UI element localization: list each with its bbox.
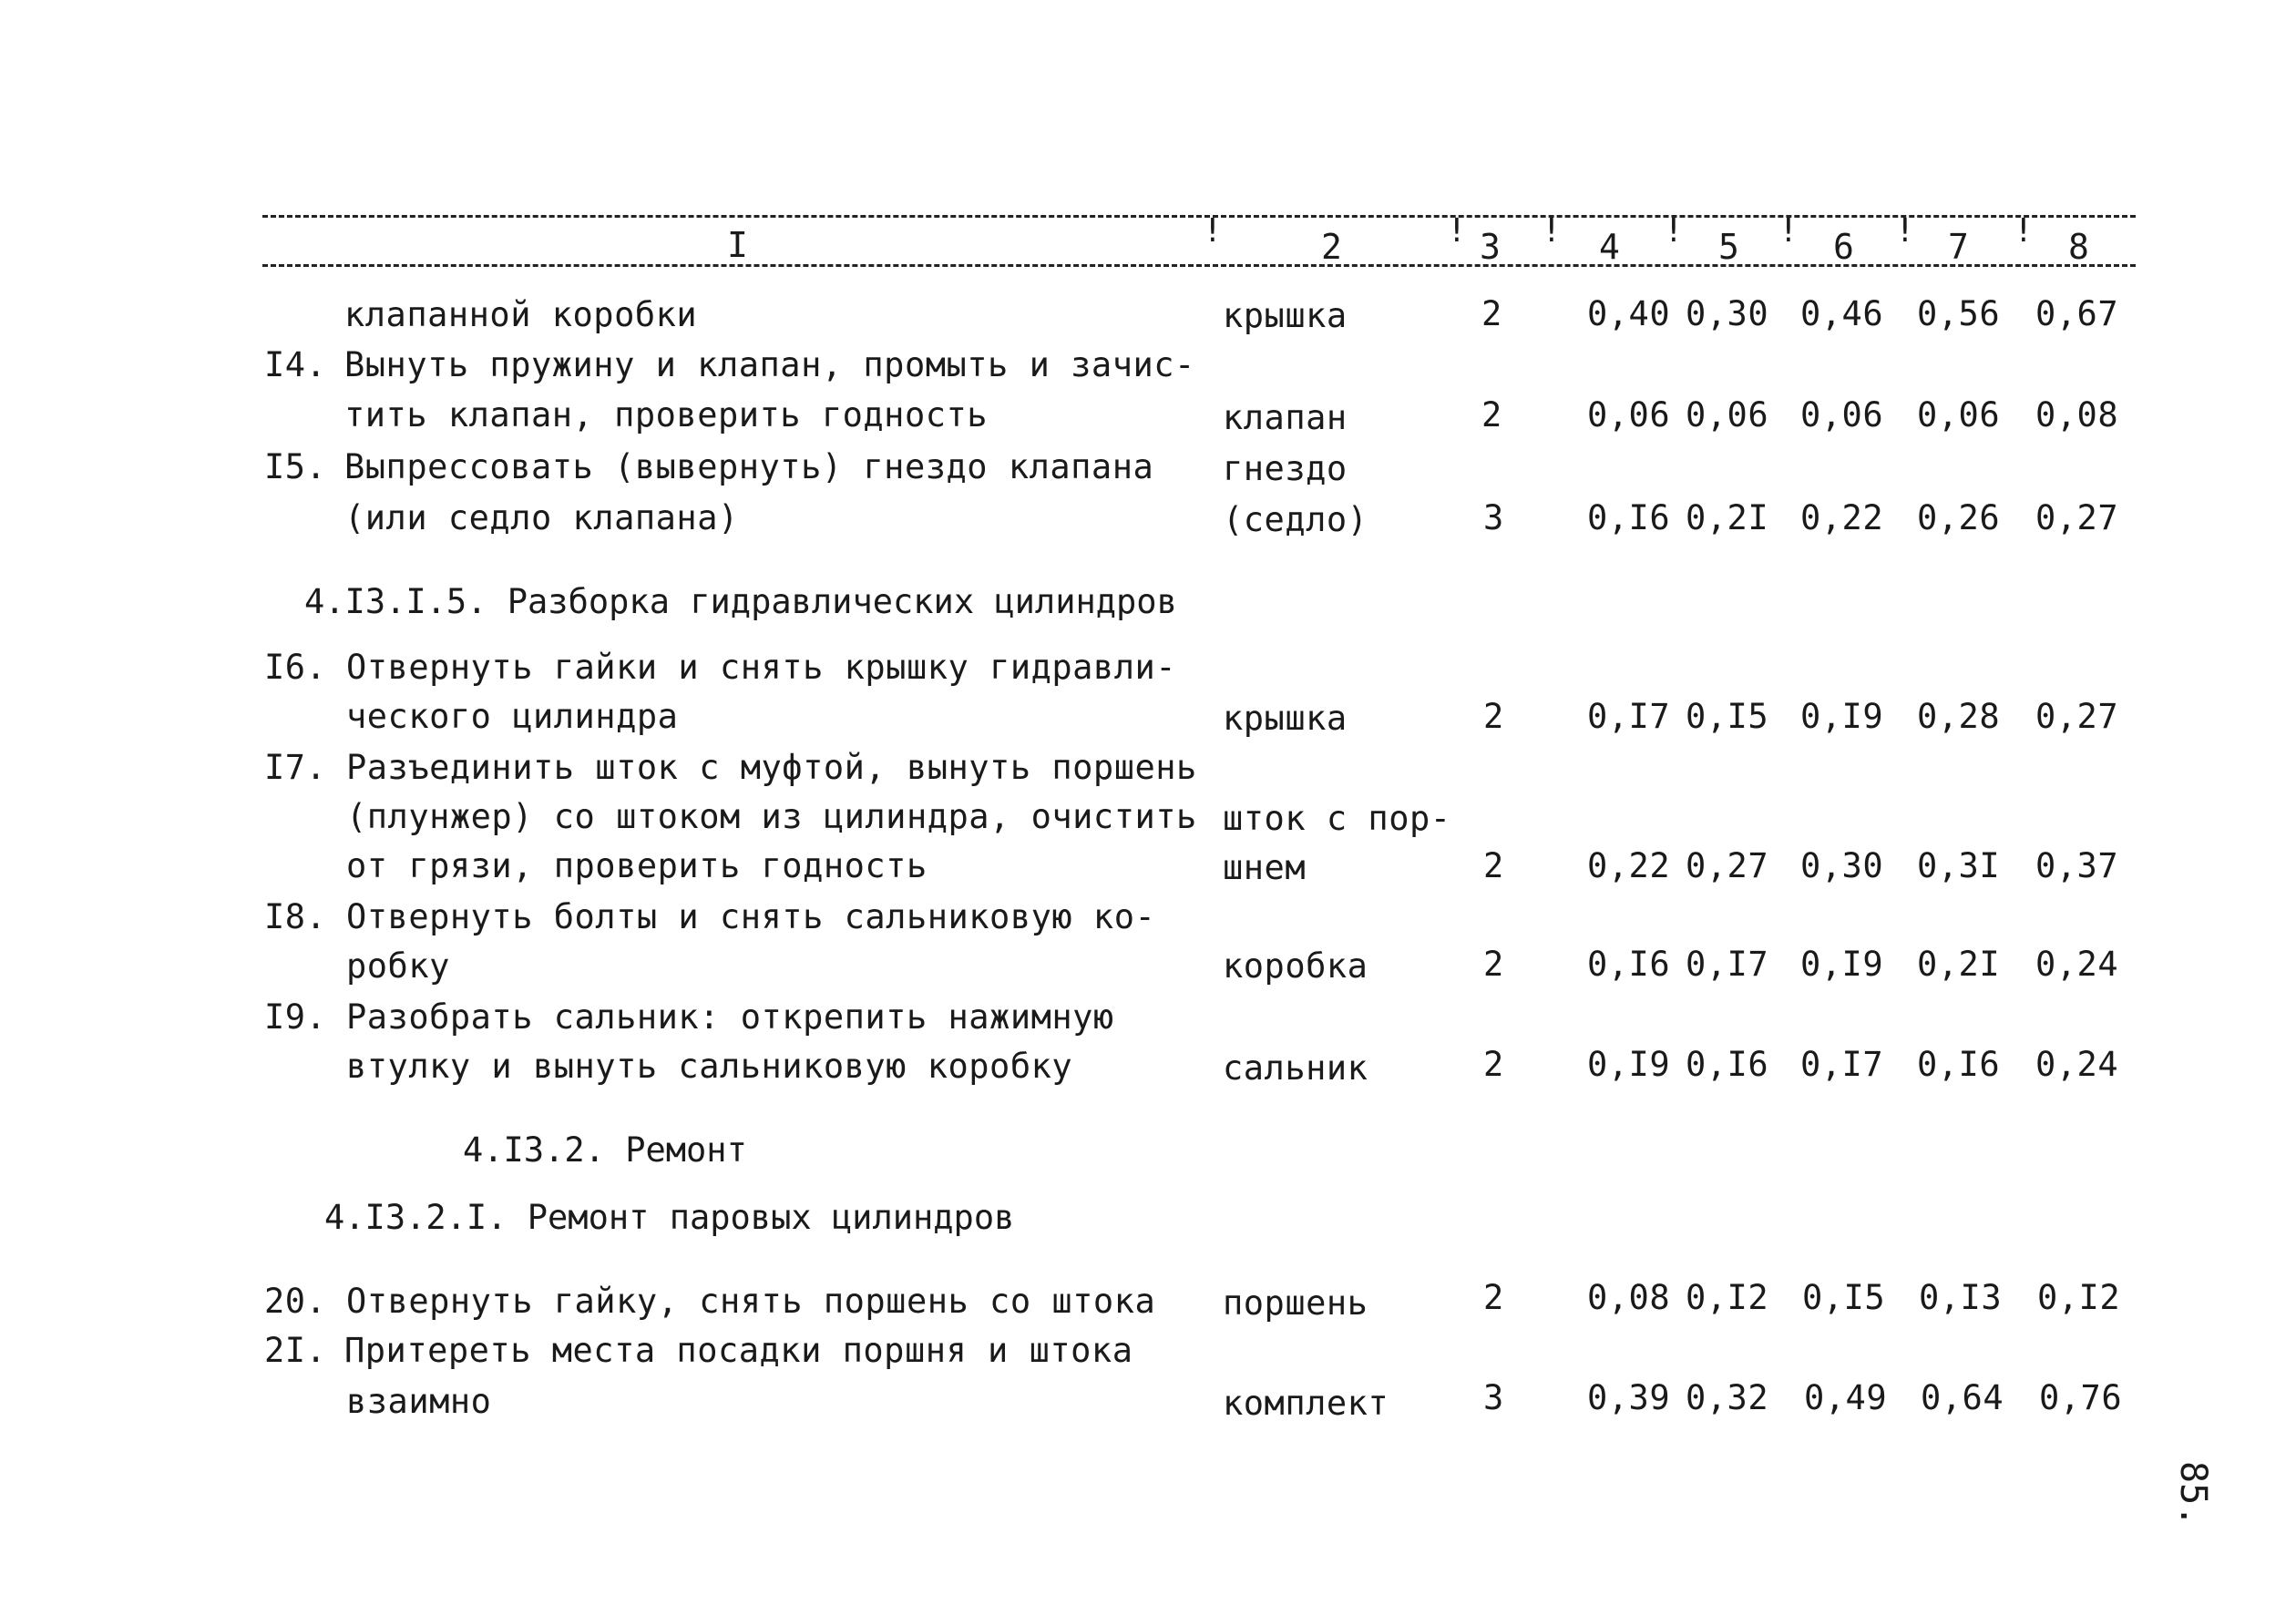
header-col-6: 6 (1833, 227, 1854, 267)
row-part: шнем (1223, 848, 1307, 887)
header-col-5: 5 (1718, 227, 1739, 267)
row-value-5: 0,I6 (1686, 1045, 1769, 1084)
row-category: 3 (1483, 498, 1504, 537)
row-value-7: 0,3I (1917, 846, 2001, 885)
row-text: Притереть места посадки поршня и штока (344, 1331, 1133, 1370)
row-part: (седло) (1223, 500, 1368, 539)
header-separator: ! (1895, 212, 1915, 250)
row-value-6: 0,I9 (1800, 697, 1884, 736)
section-heading: 4.I3.I.5. Разборка гидравлических цилиндров (304, 582, 1177, 621)
row-value-8: 0,37 (2035, 846, 2119, 885)
row-value-7: 0,64 (1921, 1378, 2004, 1417)
row-number: I8. (264, 897, 327, 936)
row-value-4: 0,I6 (1587, 498, 1671, 537)
row-number: 2I. (264, 1331, 327, 1370)
row-value-5: 0,I5 (1686, 697, 1769, 736)
row-part: сальник (1223, 1048, 1368, 1088)
row-value-6: 0,30 (1800, 846, 1884, 885)
row-value-8: 0,08 (2035, 395, 2119, 434)
row-value-6: 0,I5 (1802, 1278, 1886, 1317)
header-separator: ! (1542, 212, 1562, 250)
row-text: Разъединить шток с муфтой, вынуть поршень (346, 748, 1197, 787)
header-col-8: 8 (2068, 227, 2089, 267)
row-value-4: 0,39 (1587, 1378, 1671, 1417)
row-value-8: 0,24 (2035, 1045, 2119, 1084)
row-text: тить клапан, проверить годность (344, 395, 989, 434)
row-category: 3 (1483, 1378, 1504, 1417)
row-category: 2 (1483, 697, 1504, 736)
row-number: I4. (264, 345, 327, 384)
row-value-8: 0,76 (2039, 1378, 2123, 1417)
row-value-4: 0,I7 (1587, 697, 1671, 736)
row-value-5: 0,2I (1686, 498, 1769, 537)
row-text: втулку и вынуть сальниковую коробку (346, 1047, 1073, 1086)
row-text: (плунжер) со штоком из цилиндра, очистить (346, 797, 1197, 836)
header-col-2: 2 (1321, 227, 1342, 267)
header-col-1: I (727, 225, 748, 265)
row-part: поршень (1223, 1283, 1368, 1323)
row-number: I5. (264, 447, 327, 486)
row-value-4: 0,I6 (1587, 945, 1671, 984)
row-value-5: 0,06 (1686, 395, 1769, 434)
row-value-7: 0,26 (1917, 498, 2001, 537)
header-bottom-rule (262, 264, 2136, 267)
row-value-8: 0,I2 (2037, 1278, 2121, 1317)
row-value-8: 0,27 (2035, 498, 2119, 537)
row-text: Вынуть пружину и клапан, промыть и зачис- (344, 345, 1195, 384)
row-part: крышка (1223, 699, 1348, 738)
row-value-7: 0,I6 (1917, 1045, 2001, 1084)
row-value-5: 0,I7 (1686, 945, 1769, 984)
header-separator: ! (1778, 212, 1799, 250)
row-number: 20. (264, 1282, 327, 1321)
header-col-7: 7 (1948, 227, 1969, 267)
section-heading: 4.I3.2. Ремонт (463, 1130, 747, 1170)
header-separator: ! (1664, 212, 1684, 250)
row-value-6: 0,22 (1800, 498, 1884, 537)
header-separator: ! (1203, 212, 1223, 250)
header-separator: ! (1447, 212, 1467, 250)
row-category: 2 (1481, 294, 1502, 333)
row-value-8: 0,24 (2035, 945, 2119, 984)
row-text: Отвернуть болты и снять сальниковую ко- (346, 897, 1156, 936)
row-text: от грязи, проверить годность (346, 846, 928, 885)
header-col-4: 4 (1599, 227, 1620, 267)
row-category: 2 (1483, 1278, 1504, 1317)
row-text: Отвернуть гайку, снять поршень со штока (346, 1282, 1156, 1321)
row-category: 2 (1481, 395, 1502, 434)
row-value-8: 0,67 (2035, 294, 2119, 333)
row-value-6: 0,06 (1800, 395, 1884, 434)
header-top-rule (262, 215, 2136, 218)
row-category: 2 (1483, 846, 1504, 885)
row-value-4: 0,I9 (1587, 1045, 1671, 1084)
row-value-6: 0,I9 (1800, 945, 1884, 984)
row-value-7: 0,28 (1917, 697, 2001, 736)
row-text: Выпрессовать (вывернуть) гнездо клапана (344, 447, 1154, 486)
row-part: крышка (1223, 296, 1348, 335)
row-text: робку (346, 946, 450, 986)
row-part: шток с пор- (1223, 799, 1451, 838)
row-text: Разобрать сальник: открепить нажимную (346, 997, 1114, 1037)
row-value-7: 0,I3 (1919, 1278, 2003, 1317)
header-separator: ! (2014, 212, 2034, 250)
row-text: Отвернуть гайки и снять крышку гидравли- (346, 648, 1177, 687)
row-value-7: 0,06 (1917, 395, 2001, 434)
row-value-6: 0,49 (1804, 1378, 1888, 1417)
row-text: ческого цилиндра (346, 697, 679, 736)
row-text: взаимно (346, 1382, 492, 1421)
row-value-5: 0,27 (1686, 846, 1769, 885)
row-value-7: 0,2I (1917, 945, 2001, 984)
row-part: клапан (1223, 398, 1348, 437)
row-number: I6. (264, 648, 327, 687)
row-text: клапанной коробки (344, 295, 698, 334)
row-value-7: 0,56 (1917, 294, 2001, 333)
row-number: I9. (264, 997, 327, 1037)
row-value-5: 0,I2 (1686, 1278, 1769, 1317)
row-category: 2 (1483, 945, 1504, 984)
row-value-5: 0,30 (1686, 294, 1769, 333)
row-value-6: 0,46 (1800, 294, 1884, 333)
section-heading: 4.I3.2.I. Ремонт паровых цилиндров (324, 1198, 1015, 1237)
row-value-8: 0,27 (2035, 697, 2119, 736)
row-value-4: 0,08 (1587, 1278, 1671, 1317)
row-text: (или седло клапана) (344, 498, 739, 537)
row-value-4: 0,06 (1587, 395, 1671, 434)
row-part: комплект (1223, 1384, 1389, 1423)
row-category: 2 (1483, 1045, 1504, 1084)
row-part: гнездо (1223, 449, 1348, 488)
row-value-5: 0,32 (1686, 1378, 1769, 1417)
row-value-6: 0,I7 (1800, 1045, 1884, 1084)
header-col-3: 3 (1480, 227, 1501, 267)
row-part: коробка (1223, 946, 1368, 986)
row-value-4: 0,22 (1587, 846, 1671, 885)
row-number: I7. (264, 748, 327, 787)
row-value-4: 0,40 (1587, 294, 1671, 333)
page-number: 85. (2172, 1461, 2214, 1528)
